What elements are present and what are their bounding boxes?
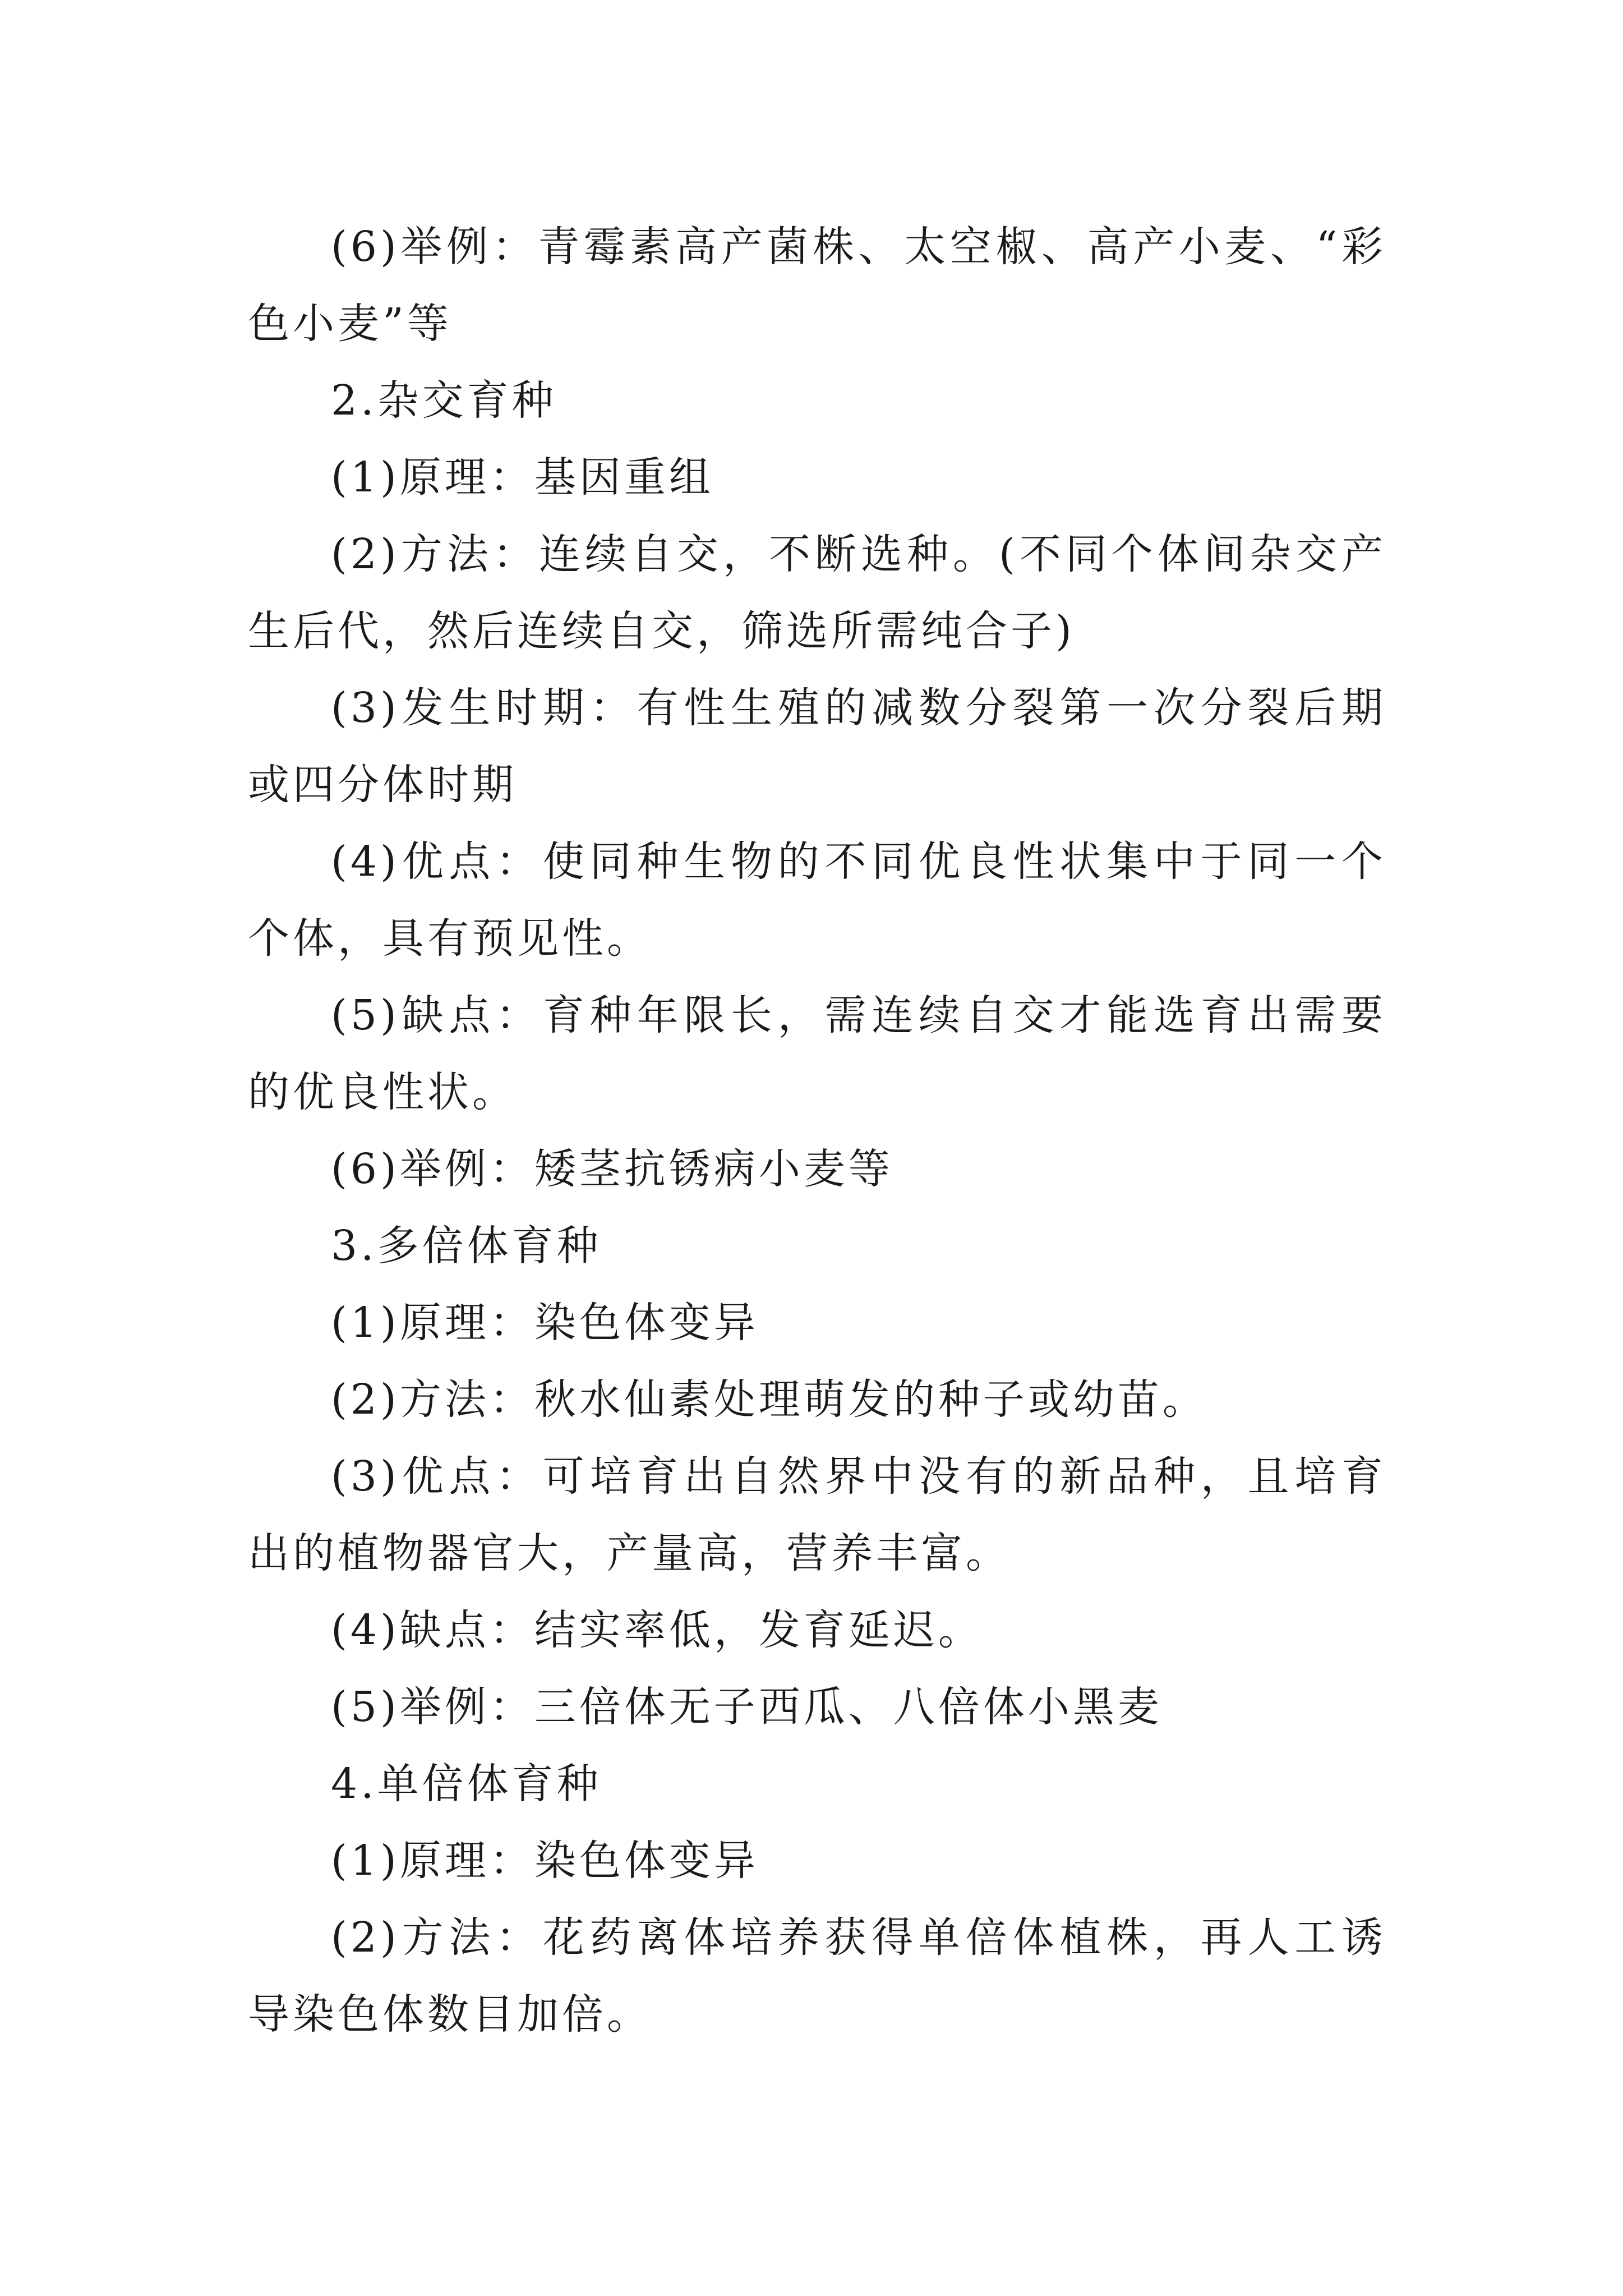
section-heading-haploid-breeding: 4.单倍体育种 [331,1760,602,1808]
section-heading-polyploid-breeding: 3.多倍体育种 [331,1222,602,1270]
document-body [248,209,1386,2053]
paragraph-advantages-polyploid: (3)优点：可培育出自然界中没有的新品种，且培育出的植物器官大，产量高，营养丰富。 [248,1452,1386,1577]
paragraph-method-polyploid: (2)方法：秋水仙素处理萌发的种子或幼苗。 [331,1375,1207,1424]
section-heading-hybrid-breeding: 2.杂交育种 [331,376,557,425]
paragraph-principle-haploid: (1)原理：染色体变异 [331,1837,759,1885]
paragraph-example-polyploid: (5)举例：三倍体无子西瓜、八倍体小黑麦 [331,1683,1163,1731]
paragraph-example-hybrid: (6)举例：矮茎抗锈病小麦等 [331,1145,893,1193]
paragraph-disadvantages-polyploid: (4)缺点：结实率低，发育延迟。 [331,1606,983,1654]
paragraph-example-mutation: (6)举例：青霉素高产菌株、太空椒、高产小麦、“彩色小麦”等 [248,223,1386,348]
paragraph-advantages: (4)优点：使同种生物的不同优良性状集中于同一个个体，具有预见性。 [248,838,1386,963]
paragraph-method-haploid: (2)方法：花药离体培养获得单倍体植株，再人工诱导染色体数目加倍。 [248,1913,1386,2039]
paragraph-occurrence-period: (3)发生时期：有性生殖的减数分裂第一次分裂后期或四分体时期 [248,684,1386,809]
paragraph-method: (2)方法：连续自交，不断选种。(不同个体间杂交产生后代，然后连续自交，筛选所需纯合子) [248,530,1386,655]
paragraph-disadvantages: (5)缺点：育种年限长，需连续自交才能选育出需要的优良性状。 [248,991,1386,1116]
paragraph-principle: (1)原理：基因重组 [331,453,714,501]
paragraph-principle-polyploid: (1)原理：染色体变异 [331,1299,759,1347]
